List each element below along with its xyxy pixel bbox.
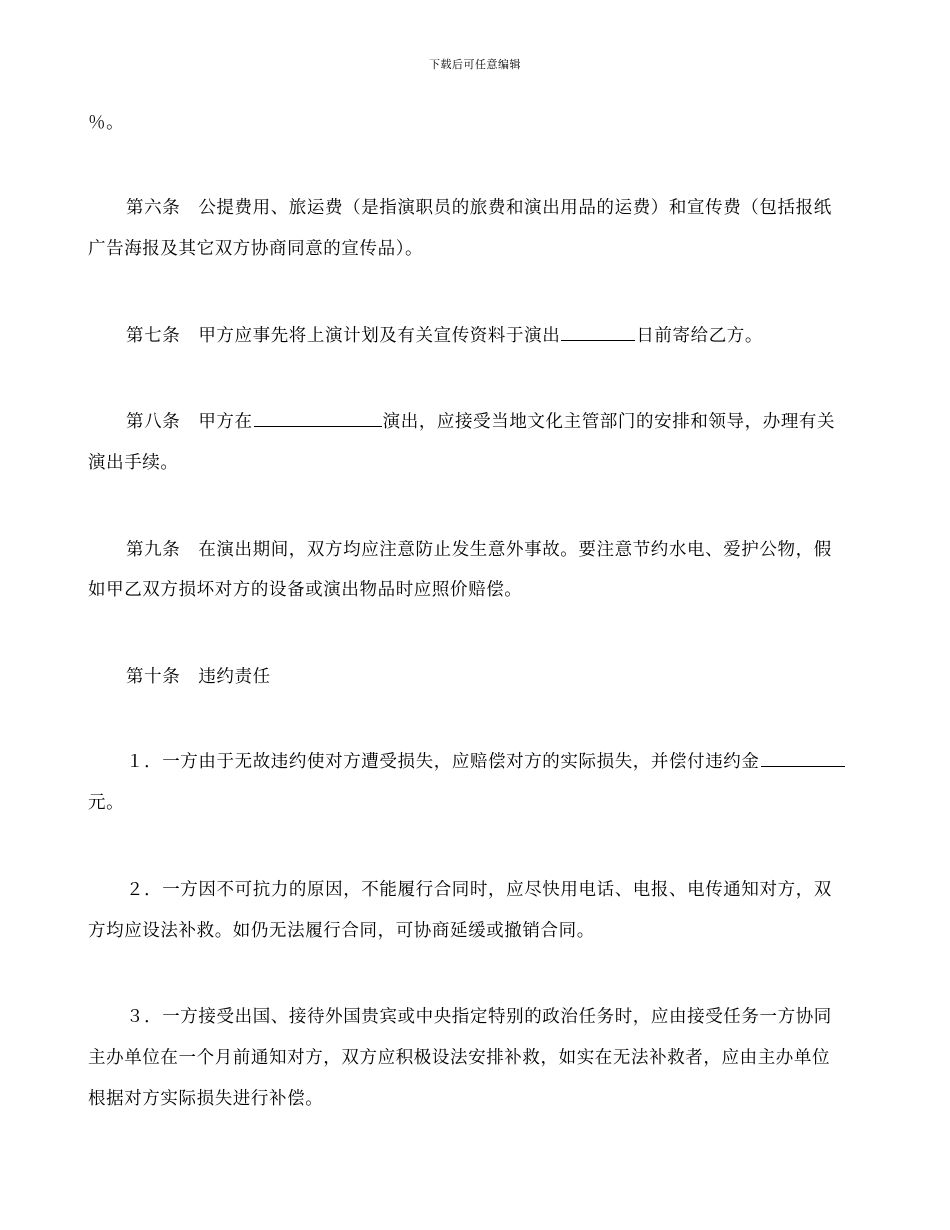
text-line: ％。 bbox=[88, 113, 125, 133]
article-6 bbox=[126, 188, 832, 228]
article-6-text: 公提费用、旅运费（是指演职员的旅费和演出用品的运费）和宣传费（包括报纸 bbox=[198, 198, 832, 218]
clause-3: ３．一方接受出国、接待外国贵宾或中央指定特别的政治任务时，应由接受任务一方协同 bbox=[126, 1007, 832, 1027]
text-line: 元。 bbox=[88, 793, 125, 813]
fill-in-blank-venue[interactable] bbox=[254, 404, 382, 427]
article-10: 第十条 违约责任 bbox=[126, 667, 271, 687]
article-9: 第九条 在演出期间，双方均应注意防止发生意外事故。要注意节约水电、爱护公物，假 bbox=[126, 540, 832, 560]
text-line: 主办单位在一个月前通知对方，双方应积极设法安排补救，如实在无法补救者，应由主办单位 bbox=[88, 1048, 831, 1068]
article-6-title: 第六条 bbox=[126, 198, 181, 218]
text-line: 广告海报及其它双方协商同意的宣传品）。 bbox=[88, 239, 424, 259]
text-line: 方均应设法补救。如仍无法履行合同，可协商延缓或撤销合同。 bbox=[88, 921, 595, 941]
text-line: 如甲乙双方损坏对方的设备或演出物品时应照价赔偿。 bbox=[88, 580, 523, 600]
article-9-title: 第九条 bbox=[126, 540, 181, 560]
clause-2: ２．一方因不可抗力的原因，不能履行合同时，应尽快用电话、电报、电传通知对方，双 bbox=[126, 880, 832, 900]
article-7-title: 第七条 bbox=[126, 326, 181, 346]
text-line: 演出手续。 bbox=[88, 453, 179, 473]
text-line: 根据对方实际损失进行补偿。 bbox=[88, 1089, 324, 1109]
page-header: 下载后可任意编辑 bbox=[429, 58, 521, 71]
fill-in-blank-days[interactable] bbox=[561, 318, 635, 341]
article-7: 第七条 甲方应事先将上演计划及有关宣传资料于演出 日前寄给乙方。 bbox=[126, 316, 763, 356]
article-8-title: 第八条 bbox=[126, 412, 181, 432]
fill-in-blank-penalty[interactable] bbox=[761, 744, 845, 767]
article-10-title: 第十条 bbox=[126, 667, 181, 687]
clause-1: １．一方由于无故违约使对方遭受损失，应赔偿对方的实际损失，并偿付违约金 bbox=[126, 742, 846, 782]
article-8: 第八条 甲方在 演出，应接受当地文化主管部门的安排和领导，办理有关 bbox=[126, 402, 835, 442]
